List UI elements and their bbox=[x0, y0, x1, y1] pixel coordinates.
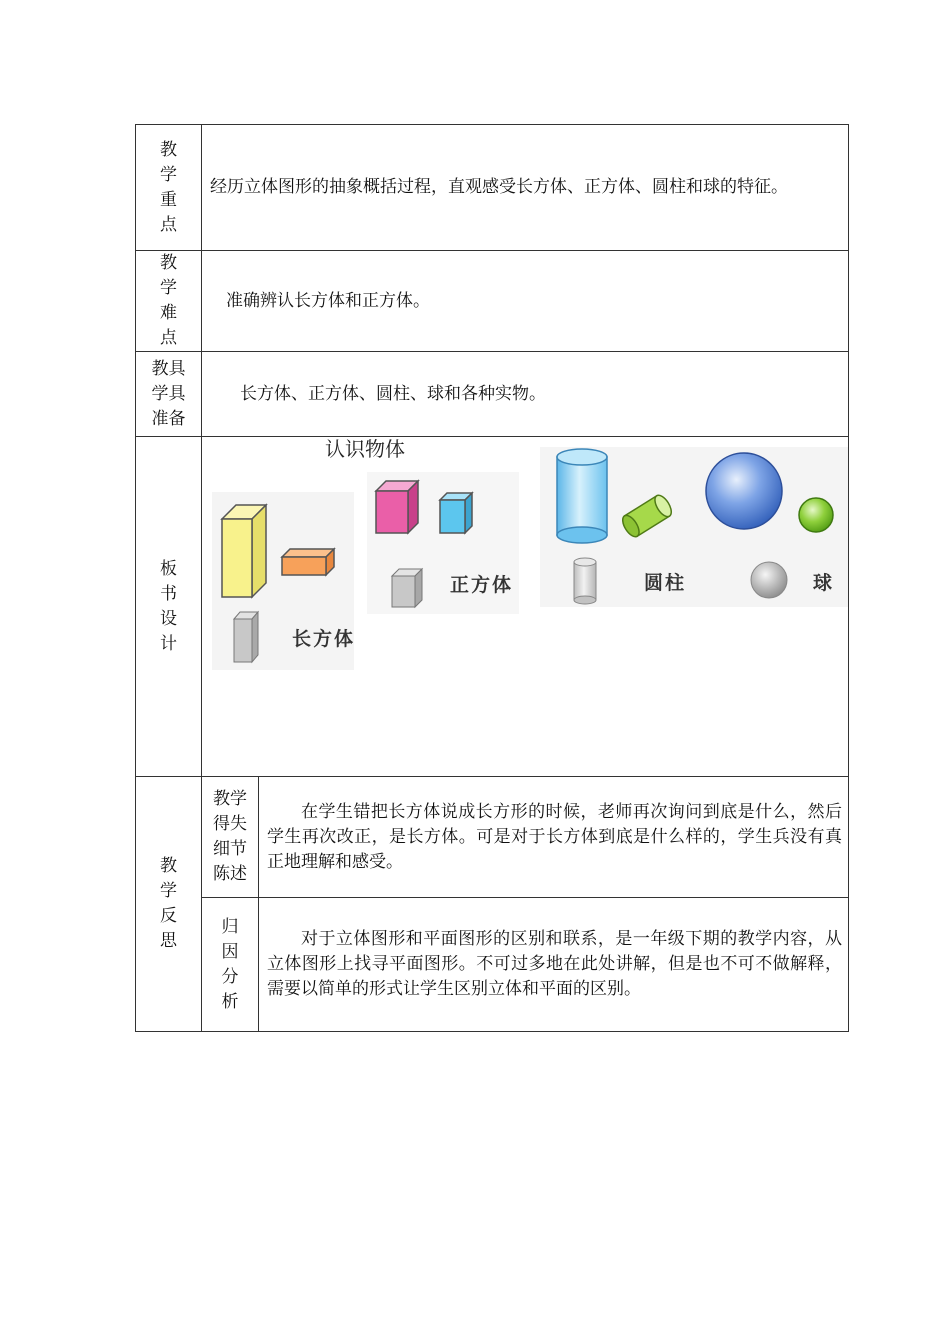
sphere-label: 球 bbox=[813, 572, 835, 594]
board-title: 认识物体 bbox=[325, 437, 405, 461]
details-label: 教学得失细节陈述 bbox=[213, 789, 247, 884]
green-cylinder-icon bbox=[618, 495, 676, 537]
reflection-label: 教学反思 bbox=[160, 856, 177, 951]
difficulties-label: 教学难点 bbox=[160, 253, 177, 348]
board-illustration bbox=[202, 437, 848, 776]
gray-cube-icon bbox=[390, 567, 424, 609]
green-sphere-icon bbox=[798, 497, 834, 533]
analysis-content-cell bbox=[259, 898, 849, 1032]
label-cell bbox=[136, 125, 202, 251]
analysis-content: 对于立体图形和平面图形的区别和联系，是一年级下期的教学内容，从立体图形上找寻平面图形。不可过多地在此处讲解，但是也不可不做解释，需要以简单的形式让学生区别立体和平面的区别。 bbox=[267, 929, 842, 999]
orange-cuboid-icon bbox=[280, 547, 338, 579]
row-reflection-analysis bbox=[136, 898, 849, 1032]
gray-cuboid-icon bbox=[232, 609, 262, 665]
details-label-cell bbox=[202, 777, 259, 898]
label-cell bbox=[136, 777, 202, 1032]
blue-sphere-icon bbox=[704, 451, 784, 531]
row-difficulties bbox=[136, 251, 849, 352]
label-cell bbox=[136, 437, 202, 777]
lesson-table bbox=[135, 124, 849, 1032]
key-points-label: 教学重点 bbox=[160, 139, 177, 235]
board-design-cell bbox=[202, 437, 849, 777]
details-content: 在学生错把长方体说成长方形的时候，老师再次询问到底是什么，然后学生再次改正，是长方体。可是对于长方体到底是什么样的，学生兵没有真正地理解和感受。 bbox=[267, 801, 842, 872]
cylinder-label: 圆柱 bbox=[644, 572, 687, 594]
key-points-content: 经历立体图形的抽象概括过程，直观感受长方体、正方体、圆柱和球的特征。 bbox=[202, 125, 849, 251]
lesson-document bbox=[135, 124, 848, 1032]
gray-sphere-icon bbox=[750, 561, 788, 599]
row-reflection-details bbox=[136, 777, 849, 898]
label-cell bbox=[136, 251, 202, 352]
blue-cylinder-icon bbox=[554, 447, 610, 545]
row-materials bbox=[136, 352, 849, 437]
pink-cube-icon bbox=[374, 479, 420, 535]
analysis-label: 归因分析 bbox=[221, 916, 239, 1012]
gray-cylinder-icon bbox=[572, 557, 598, 605]
cube-label: 正方体 bbox=[450, 574, 514, 596]
cuboid-label: 长方体 bbox=[292, 628, 356, 650]
difficulties-content: 准确辨认长方体和正方体。 bbox=[202, 251, 849, 352]
details-content-cell bbox=[259, 777, 849, 898]
materials-content: 长方体、正方体、圆柱、球和各种实物。 bbox=[202, 352, 849, 437]
blue-cube-icon bbox=[438, 491, 474, 535]
board-design-label: 板书设计 bbox=[160, 558, 177, 654]
analysis-label-cell bbox=[202, 898, 259, 1032]
yellow-cuboid-icon bbox=[220, 501, 270, 601]
row-key-points bbox=[136, 125, 849, 251]
row-board-design bbox=[136, 437, 849, 777]
materials-label: 教具学具准备 bbox=[136, 352, 202, 437]
